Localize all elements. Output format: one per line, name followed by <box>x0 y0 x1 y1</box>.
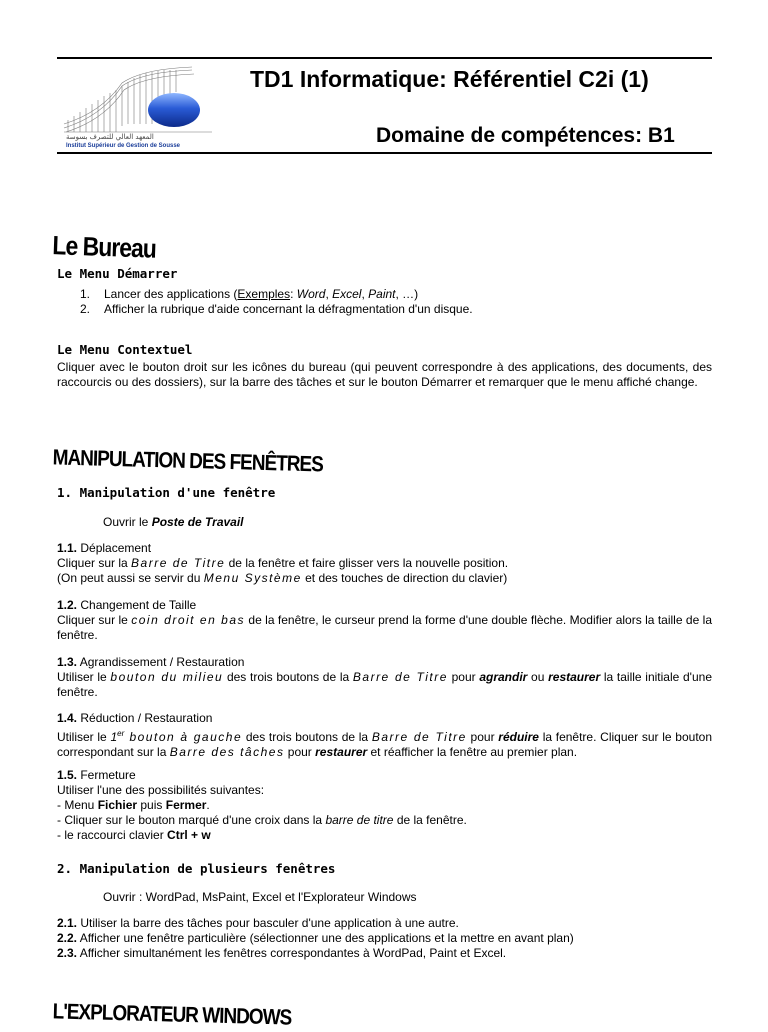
subheading-menu-demarrer: Le Menu Démarrer <box>57 266 178 281</box>
item-1-5-fermeture: 1.5. Fermeture Utiliser l'une des possibilités suivantes: - Menu Fichier puis Fermer. - Cliquer sur le bouton marqué d'une croix dans la barre de titre de la fenêtre. - le raccourci clavier Ctrl + w <box>57 768 467 842</box>
open-applications-line: Ouvrir : WordPad, MsPaint, Excel et l'Explorateur Windows <box>103 890 417 904</box>
list-item: 2.2. Afficher une fenêtre particulière (sélectionner une des applications et la mettre en avant plan) <box>57 931 574 945</box>
subheading-menu-contextuel: Le Menu Contextuel <box>57 342 193 357</box>
document-title: TD1 Informatique: Référentiel C2i (1) <box>250 66 649 92</box>
institute-logo <box>62 66 230 150</box>
open-poste-travail: Ouvrir le Poste de Travail <box>103 515 244 529</box>
heading-manipulation-fenetres: MANIPULATION DES FENÊTRES <box>52 446 324 478</box>
svg-text:Institut Supérieur de Gestion: Institut Supérieur de Gestion de Sousse <box>66 143 181 149</box>
section-1-title: 1. Manipulation d'une fenêtre <box>57 485 276 500</box>
header-top-rule <box>57 57 712 59</box>
section-2-title: 2. Manipulation de plusieurs fenêtres <box>57 861 336 876</box>
item-1-2-changement-taille: 1.2. Changement de Taille Cliquer sur le coin droit en bas de la fenêtre, le curseur prend la forme d'une double flèche. Modifier alors la taille de la fenêtre. <box>57 598 713 642</box>
logo-graphic <box>62 66 230 150</box>
header-bottom-rule <box>57 152 712 154</box>
section-2-items <box>57 916 574 961</box>
list-item: 2.1. Utiliser la barre des tâches pour basculer d'une application à une autre. <box>57 916 459 930</box>
item-1-1-deplacement: 1.1. Déplacement Cliquer sur la Barre de Titre de la fenêtre et faire glisser vers la nouvelle position. (On peut aussi se servir du Menu Système et des touches de direction du clavier) <box>57 541 509 585</box>
list-item: 2.3. Afficher simultanément les fenêtres correspondantes à WordPad, Paint et Excel. <box>57 946 507 960</box>
menu-contextuel-paragraph: Cliquer avec le bouton droit sur les icônes du bureau (qui peuvent correspondre à des applications, des documents, des raccourcis ou des dossiers), sur la barre des tâches et sur le bouton Démarrer et remarquer que le menu affiché change. <box>57 360 712 389</box>
heading-explorateur-windows: L'EXPLORATEUR WINDOWS <box>52 1000 292 1031</box>
list-item: 2. Afficher la rubrique d'aide concernant la défragmentation d'un disque. <box>80 302 473 316</box>
menu-demarrer-list <box>80 287 680 317</box>
svg-text:المعهد العالي للتصرف بسوسة: المعهد العالي للتصرف بسوسة <box>66 133 154 141</box>
item-1-3-agrandissement: 1.3. Agrandissement / Restauration Utiliser le bouton du milieu des trois boutons de la Barre de Titre pour agrandir ou restaurer la taille initiale d'une fenêtre. <box>57 655 712 699</box>
heading-le-bureau: Le Bureau <box>51 230 157 264</box>
document-subtitle: Domaine de compétences: B1 <box>376 124 675 147</box>
list-item: 1. Lancer des applications (Exemples: Word, Excel, Paint, …) <box>80 287 419 301</box>
item-1-4-reduction: 1.4. Réduction / Restauration Utiliser le 1er bouton à gauche des trois boutons de la Barre de Titre pour réduire la fenêtre. Cliquer sur le bouton correspondant sur la Barre des tâches pour restaurer et réafficher la fenêtre au premier plan. <box>57 711 713 759</box>
